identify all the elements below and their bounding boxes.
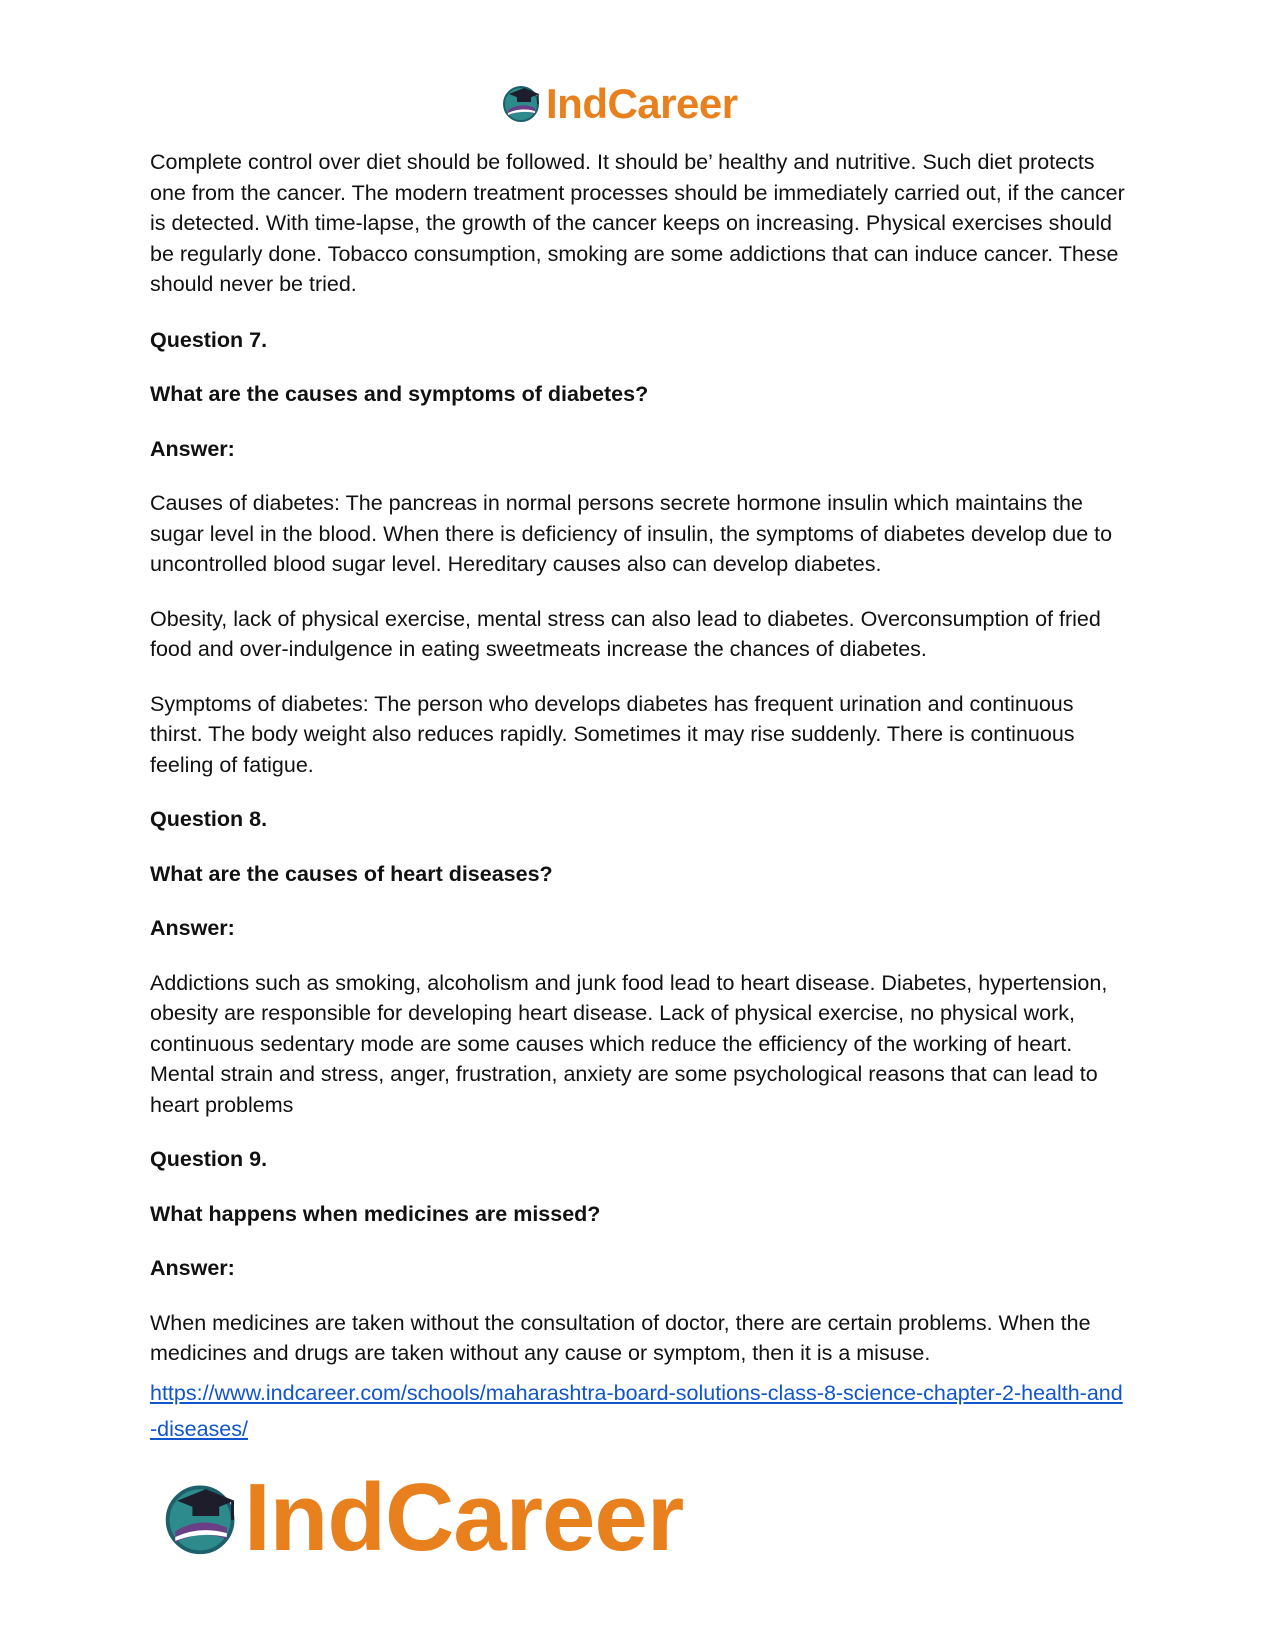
question-7-label: Question 7. [150,327,268,352]
question-8-label: Question 8. [150,807,268,831]
question-9-answer-paragraph: When medicines are taken without the consultation of doctor, there are certain problems. When the medicines and drugs are taken without any cause or symptom, then it is a misuse. [150,1310,1091,1365]
question-7-text: What are the causes and symptoms of diabetes? [150,382,649,406]
question-8-text: What are the causes of heart diseases? [150,861,553,886]
document-body [150,147,1130,1447]
intro-paragraph: Complete control over diet should be followed. It should be’ healthy and nutritive. Such diet protects one from the cancer. The modern treatment processes should be immediately carried out, if the cancer is detected. With time-lapse, the growth of the cancer keeps on increasing. Physical exercises should be regularly done. Tobacco consumption, smoking are some addictions that can induce cancer. These should never be tried. [150,150,1125,296]
graduation-cap-globe-books-icon [500,80,544,129]
header-logo [500,78,738,130]
logo-wordmark: IndCareer [546,80,738,127]
question-9-label: Question 9. [150,1147,268,1171]
question-8-answer-label: Answer: [150,916,235,940]
question-7-answer-paragraph: Symptoms of diabetes: The person who develops diabetes has frequent urination and continuous thirst. The body weight also reduces rapidly. Sometimes it may rise suddenly. There is continuous feeling of fatigue. [150,691,1075,777]
source-link[interactable]: https://www.indcareer.com/schools/maharashtra-board-solutions-class-8-science-chapter-2-health-and-diseases/ [150,1380,1123,1441]
graduation-cap-globe-books-icon [160,1474,244,1563]
question-7-answer-paragraph: Obesity, lack of physical exercise, mental stress can also lead to diabetes. Overconsumption of fried food and over-indulgence in eating sweetmeats increase the chances of diabetes. [150,606,1101,661]
footer-logo [160,1464,684,1571]
logo-wordmark: IndCareer [244,1464,684,1571]
question-8-answer-paragraph: Addictions such as smoking, alcoholism and junk food lead to heart disease. Diabetes, hypertension, obesity are responsible for developing heart disease. Lack of physical exercise, no physical work, continuous sedentary mode are some causes which reduce the efficiency of the working of heart. Mental strain and stress, anger, frustration, anxiety are some psychological reasons that can lead to heart problems [150,970,1108,1117]
question-7-answer-paragraph: Causes of diabetes: The pancreas in normal persons secrete hormone insulin which maintains the sugar level in the blood. When there is deficiency of insulin, the symptoms of diabetes develop due to uncontrolled blood sugar level. Hereditary causes also can develop diabetes. [150,491,1113,576]
question-9-answer-label: Answer: [150,1256,235,1280]
question-7-answer-label: Answer: [150,436,235,461]
question-9-text: What happens when medicines are missed? [150,1201,601,1226]
